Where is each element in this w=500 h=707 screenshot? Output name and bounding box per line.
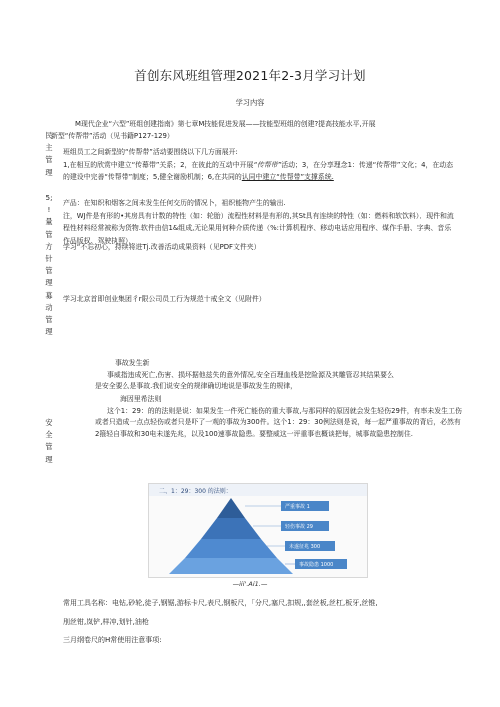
paragraph-3	[63, 159, 458, 184]
side-label-democratic: 民 主 管 理	[45, 131, 53, 177]
paragraph-3-part-a: 1,在相互的欣赏中建立“传幕带”关系；2，在彼此的互动中开展	[63, 161, 254, 169]
tools-line-1: 常用工具名称：电钻,砂轮,徒子,钢锯,游标卡尺,表尺,钢板尺，「分尺,塞尺,扣规,,套丝板,丝杠,板牙,丝锥,	[63, 599, 378, 607]
safety-line-1: 事威指违成死亡,伤害、损坏据他兹失的意外情况,安全百理血栈是挖险源及其雕管忍其结果要么	[107, 371, 394, 379]
paragraph-7: 学习北京首即创业集团彳r限公司员工行为规范十戒全文（见附件）	[63, 295, 266, 303]
safety-heading: 事故发生新	[115, 359, 150, 367]
paragraph-1-line-1: M现代企业“六型”班组创建指南》第七章M技能促进发展——技能型班组的创建?提高技能水平,开展	[75, 120, 376, 128]
side-label-quality: 5; ! 量 管 方 针 管 理 募 动 管 理	[45, 193, 53, 337]
paragraph-3-part-b: “传帮带”	[253, 161, 282, 169]
pyramid-label-2: 轻伤事故 29	[285, 524, 313, 530]
paragraph-3-part-d: 认同中建立“传帮带”支撑系统.	[241, 173, 334, 182]
paragraph-5: 注，WJ件是有形的•其房具有计数的特性（如：轮胎）流程性材料是有形的,其St具有连续的特性（如：燃料和软饮料）．现件和流程性材料经常被称为货物.软件由信1&组成,无论果用何种介质传递（%:计算机程序、移动电话应用程序、煤作手册、字典、音乐作品版权、驾驶执照），	[63, 212, 454, 245]
heinrich-body: 这个1：29：的的法则是说：如果发生一件死亡能伤的重大事故,与那同样的原因就会发生轻伤29件，有率未发生工伤或者只造成一点点轻伤或者只是吓了一观的事故为300件。这个1：29：30例法则是说，每一起严重事故的背后，必然有2箍轻自事故和30电未遂先兆，以及100速事故隐患。要整威这一评重事也概谈把每，城事故隐患控制住.	[95, 407, 462, 438]
pyramid-label-1: 严重事故 1	[285, 504, 310, 510]
section-subtitle: 学习内容	[235, 98, 265, 107]
heinrich-pyramid-figure	[148, 483, 368, 578]
figure-banner: 二、1：29：300 的法则：	[159, 488, 232, 495]
paragraph-6: 学习“不忘初心，持续将进Tj.改善活动成果资料（见PDF文件夹）	[63, 243, 261, 251]
side-label-safety: 安 全 管 理	[45, 418, 53, 464]
page-title: 首创东风班组管理2021年2-3月学习计划	[134, 68, 366, 83]
pyramid-label-3: 未遂征兆 300	[289, 544, 321, 550]
heinrich-heading: 海因里希法则	[120, 395, 162, 403]
paragraph-1	[51, 118, 458, 143]
tools-line-2: 刖丝钳,岚铲,样冲,划针,油枪	[63, 617, 149, 626]
paragraph-3-part-c: 活动；3，在分享理念1：传递“传帮带”文化；4，在动态的建设中完善“传帮带”制度；5,健全谢励机制；6,在共同的	[63, 161, 454, 182]
safety-line-2: 是安全要么是事故.我们说安全的规律确切地说是事故发生的规律，	[95, 382, 298, 390]
figure-caption: —iii'.Ai1.—	[232, 580, 268, 588]
tools-section	[63, 594, 463, 650]
pyramid-tier-3	[185, 539, 277, 558]
paragraph-2: 班组员工之间新型的“传帮带”活动要围绕以下几方面展开:	[63, 148, 238, 156]
pyramid-tier-4	[169, 558, 293, 574]
pyramid-tier-2	[201, 518, 261, 539]
paragraph-1-line-2: 新型“传帮带”活动（见书籍P127-129）	[51, 132, 174, 141]
paragraph-4: 产品：在知织和烟客之间未发生任何交历的情况卜，祖织能物产生的输出.	[63, 199, 286, 207]
pyramid-tier-1	[217, 498, 245, 518]
tools-line-3: 三月纲卷尺的H常使用注意事项:	[63, 636, 162, 644]
pyramid-label-4: 事故隐患 1000	[299, 562, 334, 568]
pyramid-svg	[149, 484, 367, 577]
